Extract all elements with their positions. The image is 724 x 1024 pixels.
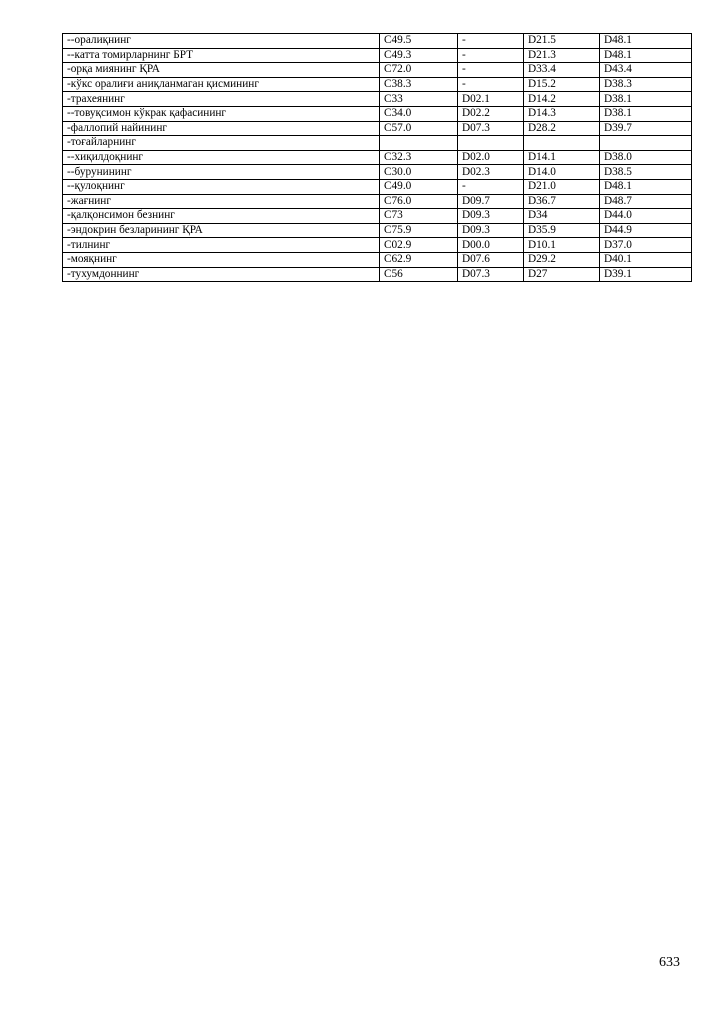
row-site-name: -мояқнинг xyxy=(63,252,380,267)
row-site-name: -трахеянинг xyxy=(63,92,380,107)
row-code-in-situ: D02.3 xyxy=(458,165,524,180)
row-code-malignant: C56 xyxy=(380,267,458,282)
row-code-benign: D10.1 xyxy=(524,238,600,253)
row-code-malignant: C49.3 xyxy=(380,48,458,63)
row-site-name: --қулоқнинг xyxy=(63,179,380,194)
row-code-in-situ: D07.6 xyxy=(458,252,524,267)
row-code-benign: D33.4 xyxy=(524,63,600,78)
row-code-malignant xyxy=(380,136,458,151)
row-site-name: -қалқонсимон безнинг xyxy=(63,209,380,224)
row-site-name: --оралиқнинг xyxy=(63,34,380,49)
row-code-malignant: C02.9 xyxy=(380,238,458,253)
row-code-uncertain xyxy=(600,136,692,151)
row-code-benign: D21.3 xyxy=(524,48,600,63)
row-code-in-situ xyxy=(458,136,524,151)
table-row xyxy=(63,77,692,92)
row-code-in-situ: D09.7 xyxy=(458,194,524,209)
row-code-uncertain: D48.1 xyxy=(600,179,692,194)
row-code-uncertain: D43.4 xyxy=(600,63,692,78)
row-code-malignant: C62.9 xyxy=(380,252,458,267)
row-code-in-situ: D02.0 xyxy=(458,150,524,165)
icd-code-table xyxy=(62,33,692,282)
row-site-name: -фаллопий найининг xyxy=(63,121,380,136)
row-site-name: --бурунининг xyxy=(63,165,380,180)
row-code-benign: D21.0 xyxy=(524,179,600,194)
row-code-uncertain: D48.1 xyxy=(600,34,692,49)
row-code-benign: D14.2 xyxy=(524,92,600,107)
table-row xyxy=(63,150,692,165)
row-code-in-situ: - xyxy=(458,63,524,78)
row-code-in-situ: - xyxy=(458,179,524,194)
row-code-malignant: C75.9 xyxy=(380,223,458,238)
row-code-malignant: C38.3 xyxy=(380,77,458,92)
row-site-name: -орқа миянинг ҚРА xyxy=(63,63,380,78)
row-code-in-situ: - xyxy=(458,77,524,92)
row-code-uncertain: D37.0 xyxy=(600,238,692,253)
row-site-name: --хиқилдоқнинг xyxy=(63,150,380,165)
table-row xyxy=(63,179,692,194)
row-code-uncertain: D38.5 xyxy=(600,165,692,180)
row-code-malignant: C33 xyxy=(380,92,458,107)
page-number: 633 xyxy=(659,955,680,970)
row-code-benign: D14.3 xyxy=(524,106,600,121)
table-row xyxy=(63,48,692,63)
row-code-in-situ: - xyxy=(458,48,524,63)
row-code-uncertain: D40.1 xyxy=(600,252,692,267)
row-code-uncertain: D38.0 xyxy=(600,150,692,165)
table-row xyxy=(63,165,692,180)
row-code-malignant: C72.0 xyxy=(380,63,458,78)
row-site-name: -тухумдоннинг xyxy=(63,267,380,282)
row-code-uncertain: D38.1 xyxy=(600,106,692,121)
row-code-benign: D34 xyxy=(524,209,600,224)
table-row xyxy=(63,63,692,78)
row-site-name: -тилнинг xyxy=(63,238,380,253)
row-code-malignant: C34.0 xyxy=(380,106,458,121)
row-code-uncertain: D38.3 xyxy=(600,77,692,92)
table-row xyxy=(63,238,692,253)
table-row xyxy=(63,252,692,267)
row-code-benign: D27 xyxy=(524,267,600,282)
row-code-benign: D14.1 xyxy=(524,150,600,165)
row-code-malignant: C30.0 xyxy=(380,165,458,180)
table-row xyxy=(63,267,692,282)
row-code-in-situ: D07.3 xyxy=(458,267,524,282)
row-code-benign: D29.2 xyxy=(524,252,600,267)
row-code-in-situ: D00.0 xyxy=(458,238,524,253)
row-code-uncertain: D48.7 xyxy=(600,194,692,209)
row-code-uncertain: D39.1 xyxy=(600,267,692,282)
row-code-benign: D15.2 xyxy=(524,77,600,92)
row-code-benign: D28.2 xyxy=(524,121,600,136)
row-code-benign: D21.5 xyxy=(524,34,600,49)
row-site-name: --товуқсимон кўкрак қафасининг xyxy=(63,106,380,121)
table-row xyxy=(63,34,692,49)
row-site-name: --катта томирларнинг БРТ xyxy=(63,48,380,63)
row-site-name: -эндокрин безларининг ҚРА xyxy=(63,223,380,238)
row-code-in-situ: D09.3 xyxy=(458,223,524,238)
row-code-in-situ: D09.3 xyxy=(458,209,524,224)
row-code-benign: D35.9 xyxy=(524,223,600,238)
row-code-uncertain: D48.1 xyxy=(600,48,692,63)
row-code-uncertain: D44.0 xyxy=(600,209,692,224)
table-row xyxy=(63,121,692,136)
row-site-name: -жағнинг xyxy=(63,194,380,209)
row-code-in-situ: D02.2 xyxy=(458,106,524,121)
icd-table-body xyxy=(63,34,692,282)
table-row xyxy=(63,136,692,151)
row-code-uncertain: D38.1 xyxy=(600,92,692,107)
table-row xyxy=(63,209,692,224)
row-code-malignant: C73 xyxy=(380,209,458,224)
row-code-malignant: C32.3 xyxy=(380,150,458,165)
row-code-in-situ: - xyxy=(458,34,524,49)
row-code-malignant: C57.0 xyxy=(380,121,458,136)
row-code-benign: D36.7 xyxy=(524,194,600,209)
row-code-uncertain: D39.7 xyxy=(600,121,692,136)
row-code-in-situ: D02.1 xyxy=(458,92,524,107)
table-row xyxy=(63,92,692,107)
row-site-name: -тоғайларнинг xyxy=(63,136,380,151)
table-row xyxy=(63,106,692,121)
row-code-malignant: C49.0 xyxy=(380,179,458,194)
row-code-benign: D14.0 xyxy=(524,165,600,180)
row-code-benign xyxy=(524,136,600,151)
row-code-malignant: C76.0 xyxy=(380,194,458,209)
row-code-uncertain: D44.9 xyxy=(600,223,692,238)
table-row xyxy=(63,194,692,209)
row-site-name: -кўкс оралиғи аниқланмаган қисмининг xyxy=(63,77,380,92)
row-code-in-situ: D07.3 xyxy=(458,121,524,136)
row-code-malignant: C49.5 xyxy=(380,34,458,49)
table-row xyxy=(63,223,692,238)
